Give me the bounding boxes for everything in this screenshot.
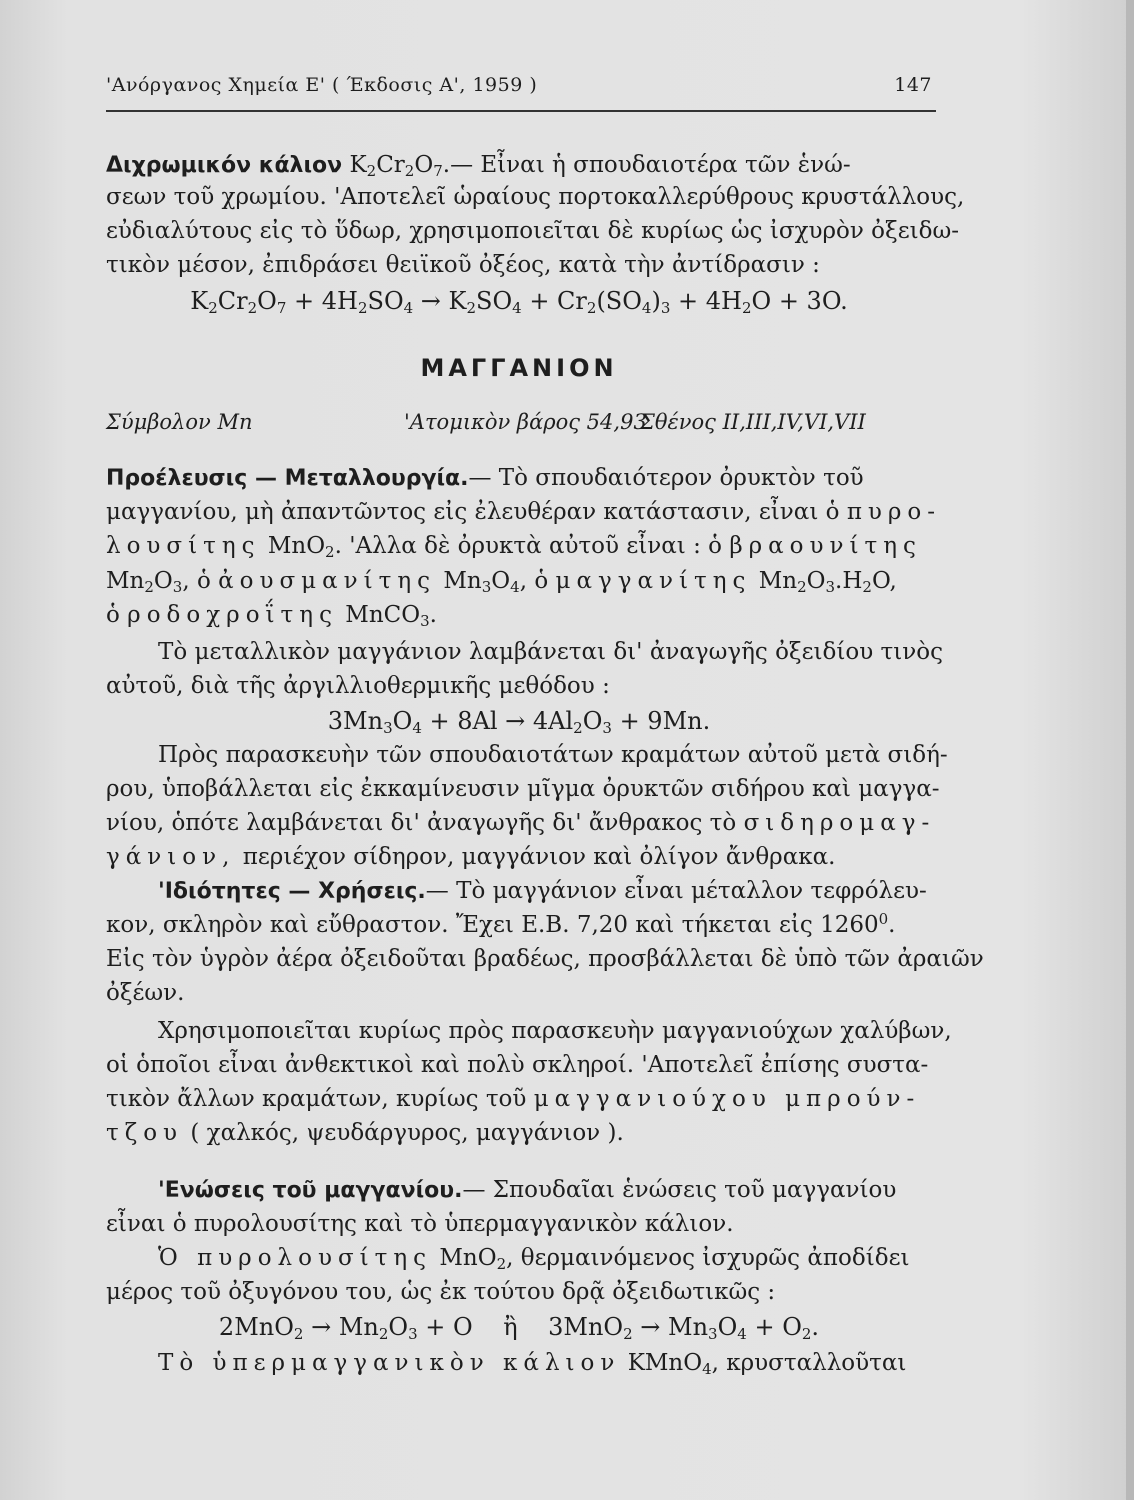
- text-line: [106, 876, 932, 907]
- mineral-term: Ὁ πυρολουσίτης: [158, 1245, 433, 1271]
- text-line: οἱ ὁποῖοι εἶναι ἀνθεκτικοὶ καὶ πολὺ σκληροί. 'Αποτελεῖ ἐπίσης συστα-: [106, 1052, 929, 1078]
- equation-aluminothermic: $3Mn_3O_4 + 8Al \to 4Al_2O_3 + 9Mn$.: [327, 707, 711, 737]
- text-line: Ὁ πυρολουσίτης MnO$_2$, θερμαινόμενος ἰσχυρῶς ἀποδίδει: [158, 1245, 910, 1273]
- text-line: τικὸν μέσον, ἐπιδράσει θειϊκοῦ ὀξέος, κατὰ τὴν ἀντίδρασιν :: [106, 252, 820, 278]
- page-number: 147: [894, 74, 932, 96]
- text-fragment: 'Αλλα δὲ ὀρυκτὰ αὐτοῦ εἶναι : ὁ: [349, 533, 723, 559]
- text-line: ὀξέων.: [106, 980, 185, 1006]
- text-fragment: — Σπουδαῖαι ἑνώσεις τοῦ μαγγανίου: [462, 1177, 897, 1203]
- alloy-term: σιδηρομαγ-: [743, 810, 936, 836]
- text-fragment: θερμαινόμενος ἰσχυρῶς ἀποδίδει: [520, 1245, 910, 1271]
- section-title: ΜΑΓΓΑΝΙΟΝ: [420, 354, 618, 382]
- alloy-term: τζου: [106, 1120, 184, 1146]
- mineral-term: βραουνίτης: [729, 533, 922, 559]
- mineral-term: μαγγανίτης: [555, 568, 752, 594]
- header-rule: [106, 110, 936, 112]
- equation-dichromate: $K_2Cr_2O_7 + 4H_2SO_4 \to K_2SO_4 + Cr_2(SO_4)_3 + 4H_2O + 3O$.: [190, 287, 848, 317]
- compound-term: Τὸ ὑπερμαγγανικὸν κάλιον: [158, 1350, 621, 1376]
- text-line: λουσίτης MnO$_2$. 'Αλλα δὲ ὀρυκτὰ αὐτοῦ εἶναι : ὁ βραουνίτης: [106, 533, 922, 561]
- valence: Σθένος II,III,IV,VI,VII: [640, 410, 866, 434]
- text-line: ρου, ὑποβάλλεται εἰς ἐκκαμίνευσιν μῖγμα ὀρυκτῶν σιδήρου καὶ μαγγα-: [106, 776, 940, 802]
- text-line: ὁ ροδοχροΐτης MnCO$_3$.: [106, 602, 437, 630]
- text-fragment: — Τὸ μαγγάνιον εἶναι μέταλλον τεφρόλευ-: [425, 878, 927, 904]
- text-line: Εἰς τὸν ὑγρὸν ἀέρα ὀξειδοῦται βραδέως, προσβάλλεται δὲ ὑπὸ τῶν ἀραιῶν: [106, 946, 984, 972]
- text-fragment: ὁ: [106, 602, 120, 628]
- mineral-term: λουσίτης: [106, 533, 261, 559]
- term-properties: 'Ιδιότητες — Χρήσεις.: [158, 879, 426, 904]
- text-fragment: — Τὸ σπουδαιότερον ὀρυκτὸν τοῦ: [468, 465, 864, 491]
- text-fragment: ἢ: [503, 1313, 518, 1341]
- text-fragment: .: [888, 912, 896, 938]
- text-fragment: τικὸν ἄλλων κραμάτων, κυρίως τοῦ: [106, 1086, 527, 1112]
- text-line: εἶναι ὁ πυρολουσίτης καὶ τὸ ὑπερμαγγανικὸν κάλιον.: [106, 1211, 734, 1237]
- mineral-term: πυρο-: [846, 499, 942, 525]
- alloy-term: γάνιον,: [106, 844, 236, 870]
- running-title: 'Ανόργανος Χημεία Ε' ( Έκδοσις Α', 1959 ): [106, 74, 538, 96]
- text-line: Διχρωμικόν κάλιον $K_2Cr_2O_7.—$ Εἶναι ἡ σπουδαιοτέρα τῶν ἑνώ-: [106, 152, 851, 180]
- running-header: [106, 74, 932, 102]
- text-line: Χρησιμοποιεῖται κυρίως πρὸς παρασκευὴν μαγγανιούχων χαλύβων,: [158, 1018, 952, 1044]
- text-fragment: περιέχον σίδηρον, μαγγάνιον καὶ ὀλίγον ἄνθρακα.: [242, 844, 836, 870]
- text-line: Τὸ μεταλλικὸν μαγγάνιον λαμβάνεται δι' ἀναγωγῆς ὀξειδίου τινὸς: [158, 639, 943, 665]
- equation-pyrolusite: $2MnO_2 \to Mn_2O_3 + O$ ἢ $3MnO_2 \to Mn_3O_4 + O_2$.: [218, 1313, 820, 1343]
- text-line: Πρὸς παρασκευὴν τῶν σπουδαιοτάτων κραμάτων αὐτοῦ μετὰ σιδή-: [158, 742, 948, 768]
- text-fragment: ὁ: [196, 568, 211, 594]
- atomic-weight: 'Ατομικὸν βάρος 54,93: [404, 410, 647, 434]
- text-fragment: ( χαλκός, ψευδάργυρος, μαγγάνιον ).: [190, 1120, 624, 1146]
- text-line: [106, 1175, 932, 1206]
- term-compounds: 'Ενώσεις τοῦ μαγγανίου.: [158, 1178, 463, 1203]
- text-line: [106, 842, 932, 872]
- text-line: σεων τοῦ χρωμίου. 'Αποτελεῖ ὡραίους πορτοκαλλερύθρους κρυστάλλους,: [106, 184, 965, 210]
- mineral-term: ἀουσμανίτης: [218, 568, 437, 594]
- text-fragment: — Εἶναι ἡ σπουδαιοτέρα τῶν ἑνώ-: [450, 152, 851, 178]
- text-fragment: μαγγανίου, μὴ ἀπαντῶντος εἰς ἐλευθέραν κατάστασιν, εἶναι ὁ: [106, 499, 840, 525]
- text-line: μέρος τοῦ ὀξυγόνου του, ὡς ἐκ τούτου δρᾷ ὀξειδωτικῶς :: [106, 1279, 776, 1305]
- text-line: [106, 463, 932, 494]
- degree-mark: 0: [878, 910, 889, 928]
- mineral-term: ροδοχροΐτης: [127, 602, 338, 628]
- text-fragment: κον, σκληρὸν καὶ εὔθραστον. Ἔχει Ε.Β. 7,20 καὶ τήκεται εἰς 1260: [106, 912, 879, 938]
- text-line: [106, 497, 942, 527]
- alloy-term: μαγγανιούχου μπρούν-: [533, 1086, 921, 1112]
- page-edge-shadow: [1126, 0, 1134, 1500]
- text-line: αὐτοῦ, διὰ τῆς ἀργιλλιοθερμικῆς μεθόδου :: [106, 673, 610, 699]
- text-line: [106, 1118, 932, 1148]
- text-line: [106, 1084, 932, 1114]
- element-symbol: Σύμβολον Mn: [106, 410, 253, 434]
- text-line: $Mn_2O_3$, ὁ ἀουσμανίτης $Mn_3O_4$, ὁ μαγγανίτης $Mn_2O_3.H_2O$,: [106, 568, 897, 596]
- text-line: [106, 910, 932, 940]
- term-dichromate: Διχρωμικόν κάλιον: [106, 153, 343, 178]
- text-fragment: κρυσταλλοῦται: [726, 1350, 907, 1376]
- term-origin: Προέλευσις — Μεταλλουργία.: [106, 466, 469, 491]
- text-fragment: νίου, ὁπότε λαμβάνεται δι' ἀναγωγῆς δι' ἄνθρακος τὸ: [106, 810, 737, 836]
- text-fragment: ὁ: [534, 568, 549, 594]
- text-line: [106, 808, 936, 838]
- text-line: Τὸ ὑπερμαγγανικὸν κάλιον KMnO$_4$, κρυσταλλοῦται: [158, 1350, 907, 1378]
- text-line: εὐδιαλύτους εἰς τὸ ὕδωρ, χρησιμοποιεῖται δὲ κυρίως ὡς ἰσχυρὸν ὀξειδω-: [106, 218, 959, 244]
